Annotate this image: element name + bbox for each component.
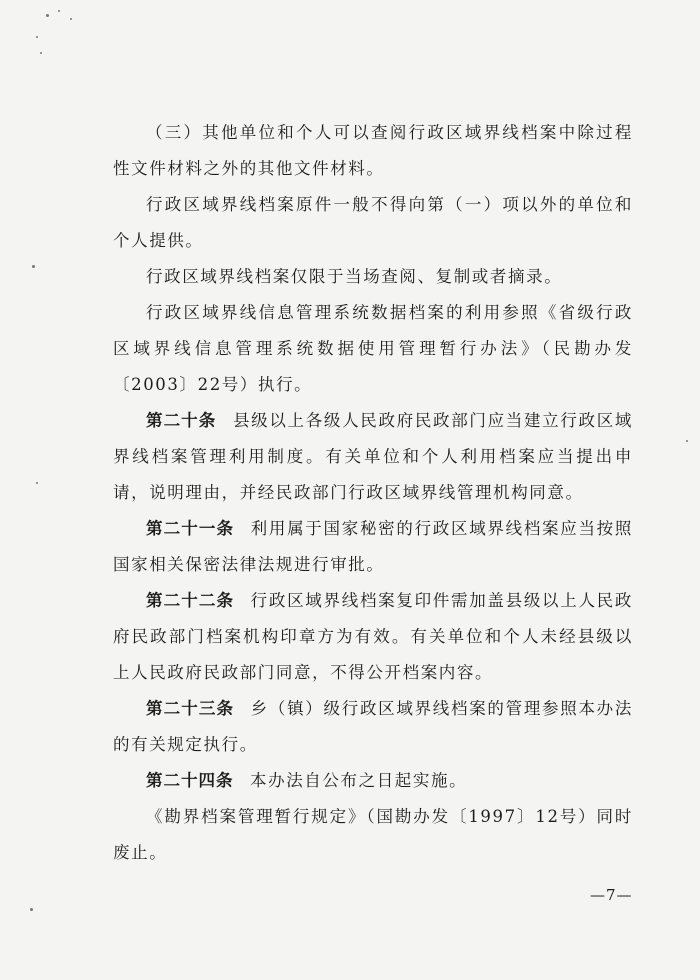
scan-speck [36, 36, 38, 38]
paragraph-text: 行政区域界线档案原件一般不得向第（一）项以外的单位和个人提供。 [113, 195, 633, 250]
article-heading: 第二十条 [146, 411, 217, 430]
scan-speck [36, 482, 38, 484]
article-20 [113, 403, 633, 511]
paragraph [113, 115, 633, 187]
scan-speck [32, 265, 35, 268]
paragraph-text: （三）其他单位和个人可以查阅行政区域界线档案中除过程性文件材料之外的其他文件材料。 [113, 123, 633, 178]
article-heading: 第二十三条 [146, 699, 235, 718]
document-body [113, 115, 633, 871]
paragraph [113, 295, 633, 403]
scan-speck [686, 440, 688, 442]
paragraph [113, 187, 633, 259]
paragraph-text: 行政区域界线档案仅限于当场查阅、复制或者摘录。 [146, 267, 563, 286]
scan-speck [40, 52, 42, 54]
article-heading: 第二十二条 [146, 591, 235, 610]
article-heading: 第二十四条 [146, 771, 234, 790]
scan-speck [30, 908, 33, 911]
article-21 [113, 511, 633, 583]
article-text: 乡（镇）级行政区域界线档案的管理参照本办法的有关规定执行。 [113, 699, 633, 754]
article-24 [113, 763, 633, 799]
article-text: 行政区域界线档案复印件需加盖县级以上人民政府民政部门档案机构印章方为有效。有关单位和个人未经县级以上人民政府民政部门同意，不得公开档案内容。 [113, 591, 633, 682]
article-text: 县级以上各级人民政府民政部门应当建立行政区域界线档案管理利用制度。有关单位和个人利用档案应当提出申请，说明理由，并经民政部门行政区域界线管理机构同意。 [113, 411, 634, 502]
page-number: —7— [590, 886, 633, 904]
paragraph [113, 259, 633, 295]
article-23 [113, 691, 633, 763]
paragraph-text: 《勘界档案管理暂行规定》（国勘办发〔1997〕12号）同时废止。 [113, 807, 633, 862]
article-22 [113, 583, 633, 691]
article-text: 本办法自公布之日起实施。 [250, 771, 468, 790]
article-heading: 第二十一条 [146, 519, 235, 538]
scan-speck [46, 14, 49, 17]
scan-speck [58, 10, 60, 12]
scan-speck [70, 18, 72, 20]
article-text: 利用属于国家秘密的行政区域界线档案应当按照国家相关保密法律法规进行审批。 [113, 519, 633, 574]
paragraph-text: 行政区域界线信息管理系统数据档案的利用参照《省级行政区域界线信息管理系统数据使用管理暂行办法》（民勘办发〔2003〕22号）执行。 [113, 303, 633, 394]
paragraph [113, 799, 633, 871]
